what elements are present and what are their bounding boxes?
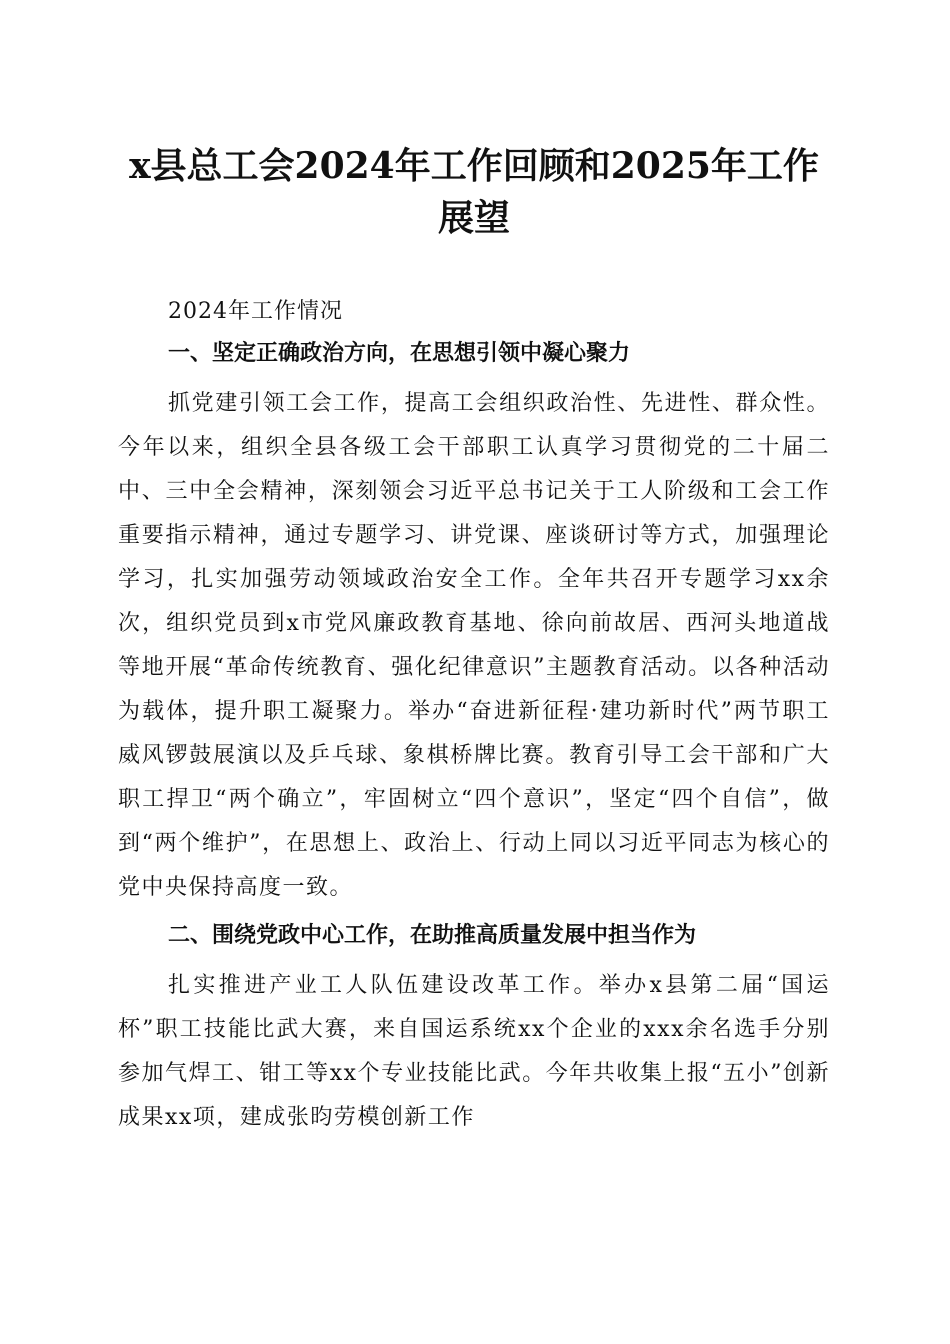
- document-page: [118, 140, 830, 1148]
- section-heading-2: 二、围绕党政中心工作，在助推高质量发展中担当作为: [168, 923, 697, 948]
- section-body-2: 扎实推进产业工人队伍建设改革工作。举办x县第二届“国运杯”职工技能比武大赛，来自国运系统xx个企业的xxx余名选手分别参加气焊工、钳工等xx个专业技能比武。今年共收集上报“五小”创新成果xx项，建成张昀劳模创新工作: [118, 973, 830, 1130]
- section-body-1: 抓党建引领工会工作，提高工会组织政治性、先进性、群众性。今年以来，组织全县各级工会干部职工认真学习贯彻党的二十届二中、三中全会精神，深刻领会习近平总书记关于工人阶级和工会工作重要指示精神，通过专题学习、讲党课、座谈研讨等方式，加强理论学习，扎实加强劳动领域政治安全工作。全年共召开专题学习xx余次，组织党员到x市党风廉政教育基地、徐向前故居、西河头地道战等地开展“革命传统教育、强化纪律意识”主题教育活动。以各种活动为载体，提升职工凝聚力。举办“奋进新征程·建功新时代”两节职工威风锣鼓展演以及乒乓球、象棋桥牌比赛。教育引导工会干部和广大职工捍卫“两个确立”，牢固树立“四个意识”，坚定“四个自信”，做到“两个维护”，在思想上、政治上、行动上同以习近平同志为核心的党中央保持高度一致。: [118, 391, 831, 900]
- section-heading-1: 一、坚定正确政治方向，在思想引领中凝心聚力: [168, 341, 631, 366]
- document-title: x县总工会2024年工作回顾和2025年工作展望: [129, 145, 819, 239]
- section-label: 2024年工作情况: [168, 299, 343, 324]
